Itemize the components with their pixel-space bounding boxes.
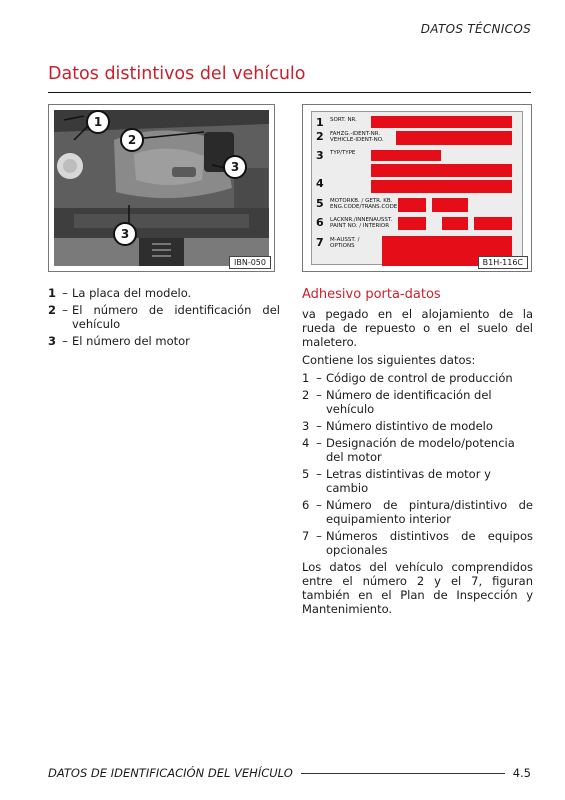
list-number: 4: [302, 436, 310, 450]
sticker-red-field: [371, 116, 512, 128]
engine-bay-illustration: [54, 110, 269, 266]
sticker-row-6: [316, 216, 518, 234]
list-item: 3 – Número distintivo de modelo: [302, 419, 533, 433]
engine-bay-photo: [54, 110, 269, 266]
footer-title: DATOS DE IDENTIFICACIÓN DEL VEHÍCULO: [48, 766, 293, 780]
list-number: 2: [302, 388, 310, 402]
page-title: Datos distintivos del vehículo: [48, 64, 306, 84]
list-item: 2 – Número de identificación del vehículo: [302, 388, 533, 416]
legend-text: El número de identificación del vehículo: [72, 303, 280, 331]
list-text: Letras distintivas de motor y cambio: [326, 467, 491, 495]
list-number: 5: [302, 467, 310, 481]
list-item: 1 – Código de control de producción: [302, 371, 533, 385]
list-text: Número de identificación del vehículo: [326, 388, 492, 416]
legend-number: 3: [48, 334, 57, 348]
list-text: Código de control de producción: [326, 371, 513, 385]
sticker-description: [302, 307, 533, 620]
page-footer: [48, 766, 531, 780]
callout-2: 2: [120, 128, 144, 152]
sticker-row-label: TYP/TYPE: [330, 150, 356, 156]
contains-paragraph: Contiene los siguientes datos:: [302, 353, 476, 367]
list-number: 6: [302, 498, 310, 512]
list-text: Designación de modelo/potencia del motor: [326, 436, 515, 464]
list-text: Número de pintura/distintivo de equipamiento interior: [326, 498, 533, 526]
list-item: 5 – Letras distintivas de motor y cambio: [302, 467, 533, 495]
figure-code: B1H-116C: [478, 256, 528, 269]
list-number: 3: [302, 419, 310, 433]
sticker-row-1: [316, 116, 518, 130]
sticker-red-field: [371, 180, 512, 193]
legend-number: 2: [48, 303, 57, 317]
section-heading: Adhesivo porta-datos: [302, 287, 441, 302]
callout-1: 1: [86, 110, 110, 134]
legend-item: 1 – La placa del modelo.: [48, 286, 280, 300]
footer-rule: [301, 773, 505, 774]
sticker-row-number: 1: [316, 116, 324, 129]
sticker-row-3: [316, 149, 518, 163]
list-number: 1: [302, 371, 310, 385]
list-number: 7: [302, 529, 310, 543]
sticker-row-4: [316, 164, 518, 194]
note-paragraph: Los datos del vehículo comprendidos entre el número 2 y el 7, figuran también en el Plan de Inspección y Mantenimiento.: [302, 560, 533, 616]
list-item: 4 – Designación de modelo/potencia del motor: [302, 436, 533, 464]
list-item: 7 – Números distintivos de equipos opcionales: [302, 529, 533, 557]
sticker-row-number: 2: [316, 130, 324, 143]
figure-legend: [48, 286, 280, 351]
list-text: Número distintivo de modelo: [326, 419, 493, 433]
sticker-row-number: 6: [316, 216, 324, 229]
title-rule: [48, 92, 531, 93]
callout-3-bottom: 3: [113, 222, 137, 246]
legend-text: La placa del modelo.: [72, 286, 192, 300]
data-sticker-figure: [302, 104, 532, 272]
sticker-row-number: 7: [316, 236, 324, 249]
engine-bay-figure: [48, 104, 275, 272]
sticker-row-label: MOTORKB. / GETR. KB. ENG.CODE/TRANS.CODE: [330, 198, 398, 210]
sticker-red-field: [371, 150, 441, 161]
sticker-red-field: [396, 131, 512, 145]
sticker-row-label: M-AUSST. / OPTIONS: [330, 237, 360, 249]
sticker-row-number: 3: [316, 149, 324, 162]
sticker-row-number: 5: [316, 197, 324, 210]
sticker-red-field: [432, 198, 468, 212]
sticker-row-label: SORT. NR.: [330, 117, 357, 123]
sticker-row-number: 4: [316, 177, 324, 190]
legend-number: 1: [48, 286, 57, 300]
list-text: Números distintivos de equipos opcionales: [326, 529, 533, 557]
sticker-red-field: [398, 217, 426, 230]
data-sticker: [311, 111, 523, 265]
legend-item: 2 – El número de identificación del vehículo: [48, 303, 280, 331]
sticker-row-label: FAHZG.-IDENT-NR. VEHICLE-IDENT-NO.: [330, 131, 384, 143]
sticker-row-2: [316, 130, 518, 148]
sticker-row-5: [316, 197, 518, 215]
list-item: 6 – Número de pintura/distintivo de equipamiento interior: [302, 498, 533, 526]
sticker-red-field: [474, 217, 512, 230]
sticker-red-field: [442, 217, 468, 230]
intro-paragraph: va pegado en el alojamiento de la rueda de repuesto o en el suelo del maletero.: [302, 307, 533, 349]
sticker-red-field: [398, 198, 426, 212]
sticker-row-label: LACKNR./INNENAUSST. PAINT NO. / INTERIOR: [330, 217, 393, 229]
running-header: DATOS TÉCNICOS: [420, 22, 531, 36]
figure-code: IBN-050: [229, 256, 271, 269]
sticker-red-field: [371, 164, 512, 177]
callout-3-right: 3: [223, 155, 247, 179]
legend-text: El número del motor: [72, 334, 190, 348]
legend-item: 3 – El número del motor: [48, 334, 280, 348]
page-number: 4.5: [512, 766, 531, 780]
